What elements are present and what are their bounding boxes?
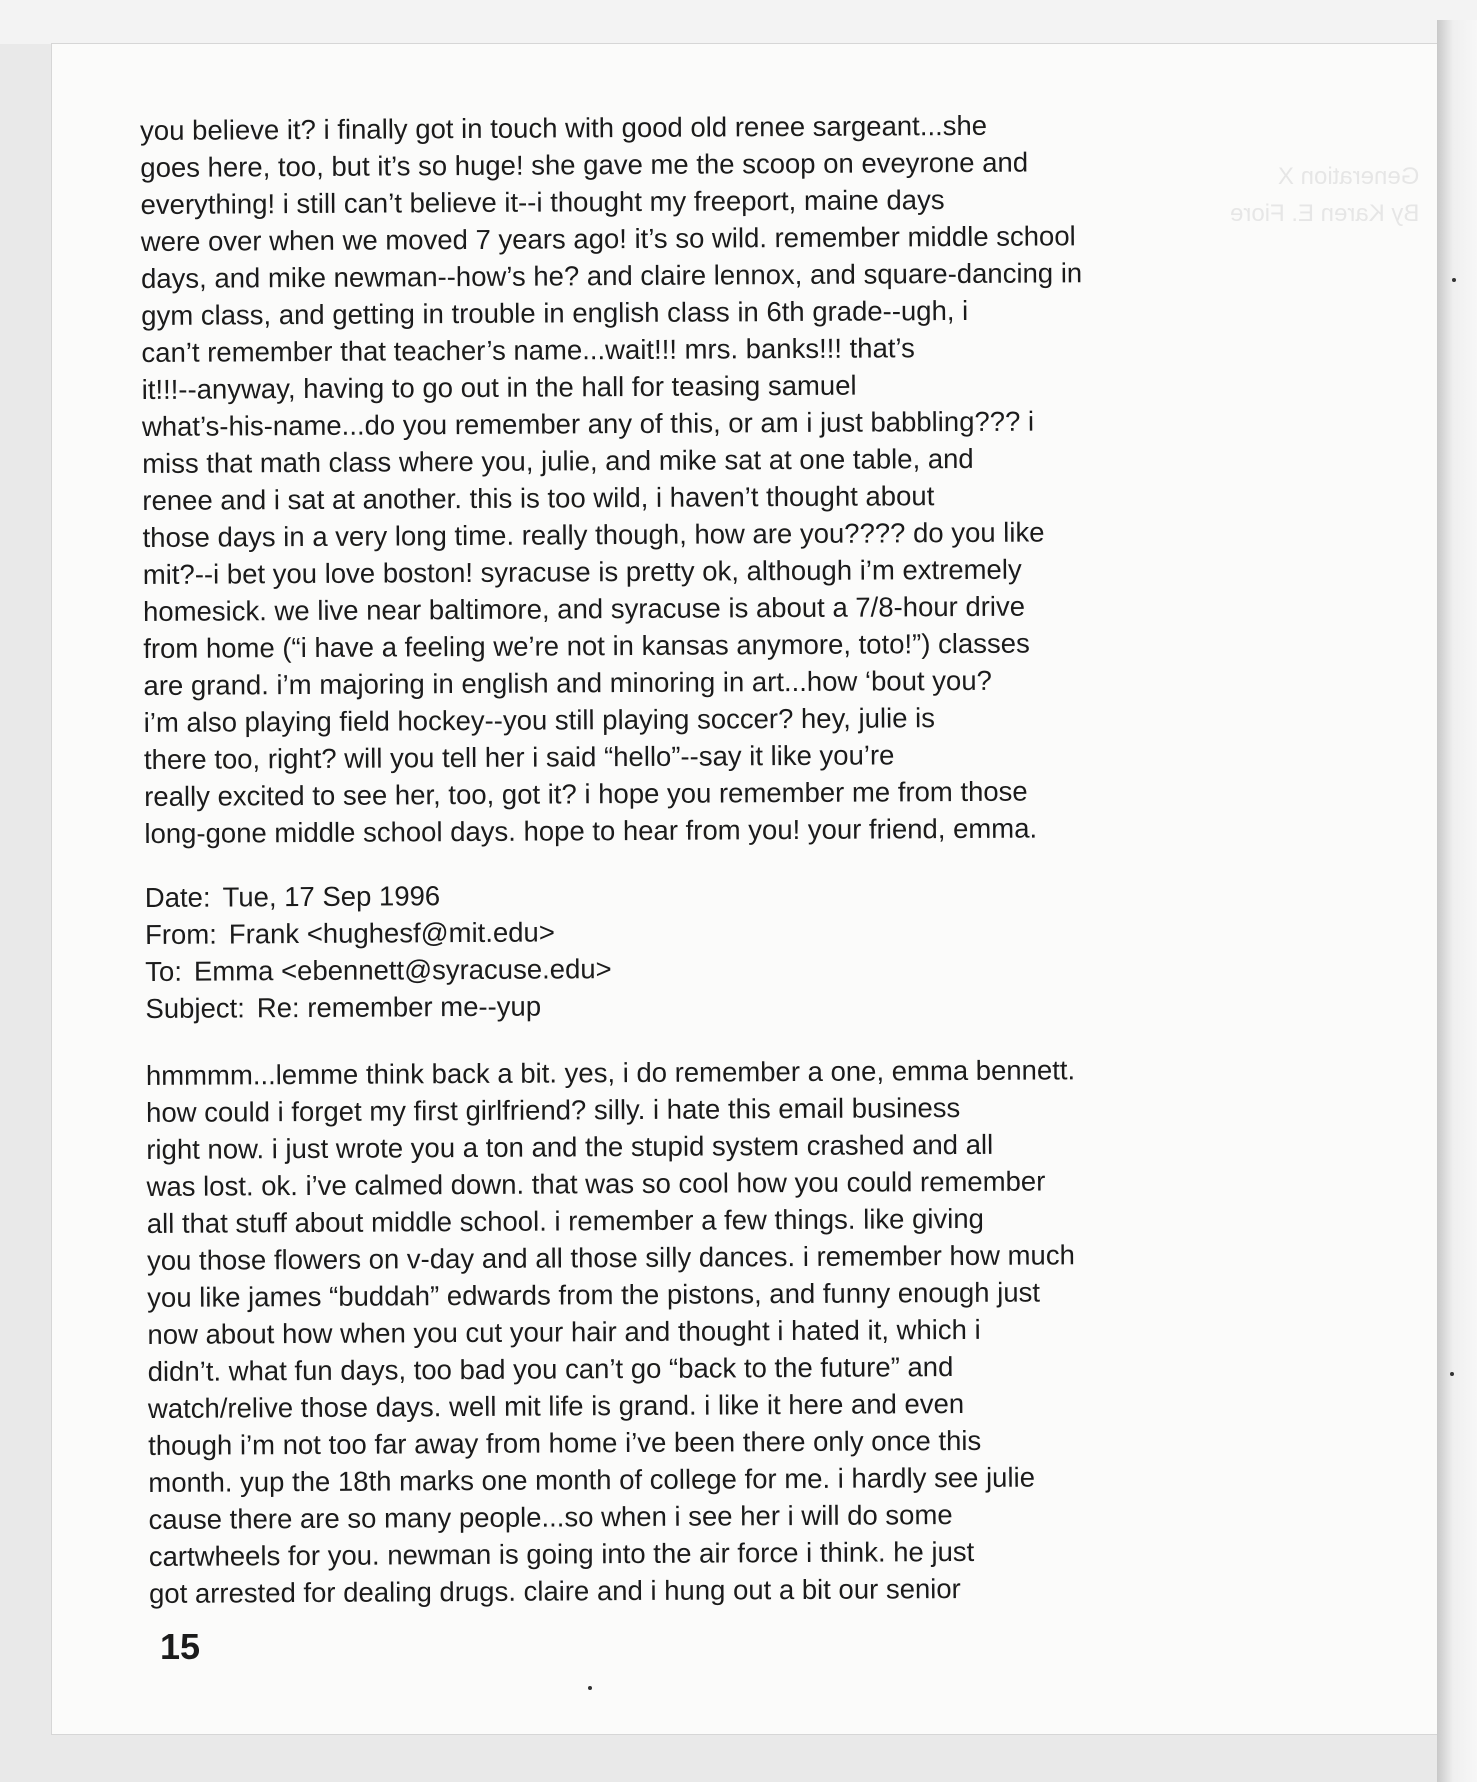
scan-speck xyxy=(588,1686,592,1690)
text-line: were over when we moved 7 years ago! it’s so wild. remember middle school xyxy=(140,220,1076,257)
email-subject-label: Subject: xyxy=(145,992,245,1024)
scan-speck xyxy=(1450,1372,1454,1376)
page-number: 15 xyxy=(160,1626,201,1667)
text-line: gym class, and getting in trouble in english class in 6th grade--ugh, i xyxy=(141,294,969,331)
text-line: long-gone middle school days. hope to hear from you! your friend, emma. xyxy=(144,812,1038,849)
letter-continuation xyxy=(140,105,1225,852)
text-line: from home (“i have a feeling we’re not in kansas anymore, toto!”) classes xyxy=(143,627,1030,664)
show-through-bleed: Generation X By Karen E. Fiore xyxy=(1230,163,1420,227)
text-line: really excited to see her, too, got it? i hope you remember me from those xyxy=(144,775,1028,812)
text-line: now about how when you cut your hair and thought i hated it, which i xyxy=(147,1313,981,1350)
email-date-label: Date: xyxy=(144,881,211,913)
text-line: you those flowers on v-day and all those silly dances. i remember how much xyxy=(146,1239,1075,1276)
text-line: miss that math class where you, julie, and mike sat at one table, and xyxy=(142,442,974,479)
email-from-value: Frank <hughesf@mit.edu> xyxy=(228,916,555,950)
text-line: though i’m not too far away from home i’ve been there only once this xyxy=(148,1424,982,1461)
text-line: can’t remember that teacher’s name...wait!!! mrs. banks!!! that’s xyxy=(141,332,915,368)
text-line: everything! i still can’t believe it--i thought my freeport, maine days xyxy=(140,184,945,220)
text-line: hmmmm...lemme think back a bit. yes, i do remember a one, emma bennett. xyxy=(145,1054,1076,1091)
email-date-value: Tue, 17 Sep 1996 xyxy=(222,880,441,913)
text-line: you believe it? i finally got in touch with good old renee sargeant...she xyxy=(140,109,988,146)
text-line: goes here, too, but it’s so huge! she gave me the scoop on eveyrone and xyxy=(140,146,1029,183)
scan-speck xyxy=(1452,278,1456,282)
page-gutter-shadow xyxy=(1437,20,1477,1782)
text-line: there too, right? will you tell her i said “hello”--say it like you’re xyxy=(143,739,895,775)
page-text xyxy=(140,105,1229,1612)
text-line: was lost. ok. i’ve calmed down. that was so cool how you could remember xyxy=(146,1165,1046,1202)
text-line: are grand. i’m majoring in english and minoring in art...how ‘bout you? xyxy=(143,664,992,701)
email-header xyxy=(145,872,1226,1027)
text-line: month. yup the 18th marks one month of college for me. i hardly see julie xyxy=(148,1461,1036,1498)
text-line: those days in a very long time. really though, how are you???? do you like xyxy=(142,516,1045,553)
text-line: right now. i just wrote you a ton and the stupid system crashed and all xyxy=(146,1128,994,1165)
email-subject-row xyxy=(145,983,1225,1027)
text-line: mit?--i bet you love boston! syracuse is pretty ok, although i’m extremely xyxy=(142,553,1022,590)
text-line: watch/relive those days. well mit life is grand. i like it here and even xyxy=(147,1387,965,1424)
text-line: days, and mike newman--how’s he? and claire lennox, and square-dancing in xyxy=(140,257,1083,294)
reply-body xyxy=(146,1050,1229,1612)
text-line: renee and i sat at another. this is too wild, i haven’t thought about xyxy=(142,480,935,516)
text-line: cartwheels for you. newman is going into the air force i think. he just xyxy=(148,1535,975,1572)
text-line: cause there are so many people...so when i see her i will do some xyxy=(148,1499,953,1535)
text-line: i’m also playing field hockey--you still playing soccer? hey, julie is xyxy=(143,702,936,738)
email-to-value: Emma <ebennett@syracuse.edu> xyxy=(193,953,612,987)
text-line: you like james “buddah” edwards from the pistons, and funny enough just xyxy=(147,1276,1041,1313)
text-line: homesick. we live near baltimore, and syracuse is about a 7/8-hour drive xyxy=(142,590,1026,627)
email-subject-value: Re: remember me--yup xyxy=(256,990,542,1024)
text-line: got arrested for dealing drugs. claire and i hung out a bit our senior xyxy=(148,1573,961,1609)
text-line: what’s-his-name...do you remember any of this, or am i just babbling??? i xyxy=(141,405,1035,442)
text-line: how could i forget my first girlfriend? silly. i hate this email business xyxy=(146,1092,961,1128)
text-line: didn’t. what fun days, too bad you can’t go “back to the future” and xyxy=(147,1351,954,1387)
scan-top-edge xyxy=(0,0,1477,44)
email-to-label: To: xyxy=(145,955,183,987)
text-line: all that stuff about middle school. i remember a few things. like giving xyxy=(146,1202,985,1239)
text-line: it!!!--anyway, having to go out in the hall for teasing samuel xyxy=(141,369,857,405)
email-from-label: From: xyxy=(144,918,217,950)
